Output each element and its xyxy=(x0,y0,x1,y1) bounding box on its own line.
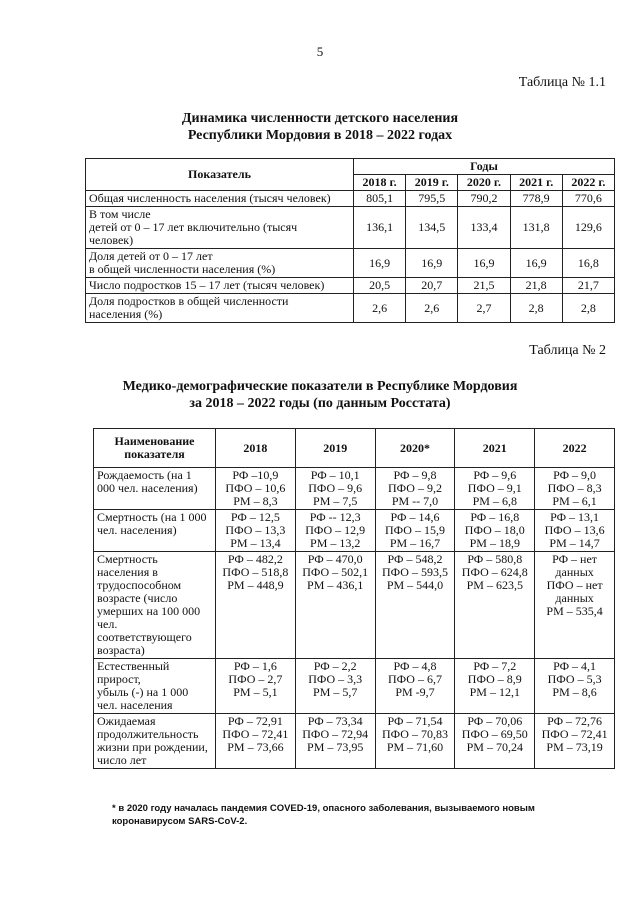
cell-line: РМ – 6,8 xyxy=(472,494,517,508)
cell-line: РФ –10,9 xyxy=(232,468,279,482)
table1-cell-value: 16,9 xyxy=(406,249,458,278)
cell-line: РФ – 70,06 xyxy=(467,714,523,728)
table-row xyxy=(94,468,615,510)
table1-cell-value: 134,5 xyxy=(406,207,458,249)
cell-line: РМ – 436,1 xyxy=(307,578,364,592)
label-line: чел. населения xyxy=(97,698,173,712)
table-row xyxy=(94,659,615,714)
table1-row-label xyxy=(86,249,354,278)
cell-line: РМ – 6,1 xyxy=(552,494,597,508)
cell-line: ПФО – 13,3 xyxy=(225,523,286,537)
table1 xyxy=(85,158,615,323)
label-line: Доля подростков в общей численности xyxy=(89,294,289,308)
cell-line: ПФО – 72,94 xyxy=(302,727,369,741)
cell-line: РМ – 5,1 xyxy=(233,685,278,699)
table1-cell-value: 21,8 xyxy=(510,278,562,294)
label-line: чел. xyxy=(97,617,118,631)
cell-line: РФ – 71,54 xyxy=(387,714,443,728)
table1-cell-value: 16,9 xyxy=(354,249,406,278)
table1-cell-value: 20,7 xyxy=(406,278,458,294)
table2-label: Таблица № 2 xyxy=(529,343,606,358)
cell-line: РФ – 470,0 xyxy=(307,552,363,566)
cell-line: РФ – 73,34 xyxy=(307,714,363,728)
table1-cell-value: 21,7 xyxy=(562,278,614,294)
cell-line: РФ – 548,2 xyxy=(387,552,443,566)
table1-cell-value: 2,6 xyxy=(354,294,406,323)
label-line: прирост, xyxy=(97,672,141,686)
table2-cell xyxy=(535,659,615,714)
table2-cell xyxy=(295,714,375,769)
cell-line: ПФО – 72,41 xyxy=(222,727,289,741)
table2-cell xyxy=(455,510,535,552)
cell-line: ПФО – 72,41 xyxy=(541,727,608,741)
cell-line: РМ – 448,9 xyxy=(227,578,284,592)
cell-line: ПФО – 5,3 xyxy=(547,672,602,686)
table1-cell-value: 770,6 xyxy=(562,191,614,207)
label-line: Общая численность населения (тысяч человек) xyxy=(89,191,331,205)
cell-line: данных xyxy=(555,591,594,605)
table1-row-label xyxy=(86,278,354,294)
cell-line: ПФО – 6,7 xyxy=(388,672,442,686)
table-row xyxy=(86,191,615,207)
table1-cell-value: 21,5 xyxy=(458,278,510,294)
table2-cell xyxy=(535,510,615,552)
cell-line: РМ – 73,66 xyxy=(227,740,284,754)
table2-year-col: 2018 xyxy=(216,429,296,468)
cell-line: РФ – нет xyxy=(552,552,598,566)
label-line: соответствующего xyxy=(97,630,192,644)
cell-line: РМ – 16,7 xyxy=(389,536,441,550)
label-line: Смертность (на 1 000 xyxy=(97,510,207,524)
cell-line: РФ – 13,1 xyxy=(550,510,600,524)
cell-line: ПФО – 624,8 xyxy=(461,565,528,579)
table2-cell xyxy=(535,552,615,659)
table2-year-col: 2021 xyxy=(455,429,535,468)
cell-line: РФ – 14,6 xyxy=(390,510,440,524)
table2-title-line1: Медико-демографические показатели в Республике Мордовия xyxy=(122,379,518,394)
table2-cell xyxy=(295,468,375,510)
cell-line: ПФО – 12,9 xyxy=(305,523,366,537)
table2-title-line2: за 2018 – 2022 годы (по данным Росстата) xyxy=(189,396,451,411)
table-row xyxy=(94,552,615,659)
table1-year-col: 2020 г. xyxy=(458,175,510,191)
table1-cell-value: 16,8 xyxy=(562,249,614,278)
label-line: Ожидаемая xyxy=(97,714,156,728)
table1-cell-value: 2,7 xyxy=(458,294,510,323)
table2-cell xyxy=(295,510,375,552)
cell-line: ПФО – 10,6 xyxy=(225,481,286,495)
label-line: Естественный xyxy=(97,659,170,673)
table1-title-line2: Республики Мордовия в 2018 – 2022 годах xyxy=(187,128,453,143)
table2-cell xyxy=(535,714,615,769)
table2-cell xyxy=(455,659,535,714)
table2-header-name-line2: показателя xyxy=(124,447,185,461)
table2-cell xyxy=(375,659,455,714)
footnote xyxy=(112,802,612,828)
table1-cell-value: 805,1 xyxy=(354,191,406,207)
cell-line: РФ – 72,91 xyxy=(227,714,283,728)
cell-line: РФ – 72,76 xyxy=(547,714,603,728)
table2-cell xyxy=(455,552,535,659)
table2-cell xyxy=(535,468,615,510)
table1-cell-value: 16,9 xyxy=(510,249,562,278)
table1-header-years: Годы xyxy=(354,159,615,175)
page-number: 5 xyxy=(316,44,324,59)
table2-row-label xyxy=(94,552,216,659)
table1-row-label xyxy=(86,207,354,249)
label-line: убыль (-) на 1 000 xyxy=(97,685,189,699)
cell-line: данных xyxy=(555,565,594,579)
label-line: жизни при рождении, xyxy=(97,740,208,754)
cell-line: РФ – 9,0 xyxy=(553,468,597,482)
cell-line: РМ – 71,60 xyxy=(386,740,444,754)
table1-cell-value: 16,9 xyxy=(458,249,510,278)
table2-cell xyxy=(295,659,375,714)
cell-line: РМ – 535,4 xyxy=(546,604,603,618)
cell-line: ПФО – 69,50 xyxy=(461,727,528,741)
table2-cell xyxy=(375,552,455,659)
table-row xyxy=(94,510,615,552)
table-row xyxy=(86,294,615,323)
cell-line: ПФО – 13,6 xyxy=(544,523,605,537)
table2-body xyxy=(94,468,615,769)
table1-row-label xyxy=(86,191,354,207)
cell-line: РФ – 9,6 xyxy=(473,468,517,482)
cell-line: РМ – 14,7 xyxy=(549,536,600,550)
cell-line: РФ – 580,8 xyxy=(467,552,523,566)
cell-line: РФ – 482,2 xyxy=(227,552,283,566)
cell-line: РМ – 12,1 xyxy=(469,685,520,699)
label-line: умерших на 100 000 xyxy=(97,604,201,618)
cell-line: РМ – 623,5 xyxy=(466,578,523,592)
table1-cell-value: 131,8 xyxy=(510,207,562,249)
cell-line: РМ – 544,0 xyxy=(386,578,444,592)
cell-line: ПФО – 70,83 xyxy=(382,727,448,741)
table2-cell xyxy=(375,468,455,510)
footnote-line2: коронавирусом SARS-CoV-2. xyxy=(112,816,248,827)
table2-year-col: 2022 xyxy=(535,429,615,468)
footnote-line1: * в 2020 году началась пандемия COVED-19, опасного заболевания, вызываемого новым xyxy=(112,803,535,814)
table-row xyxy=(86,249,615,278)
cell-line: ПФО – 9,1 xyxy=(467,481,522,495)
table1-title xyxy=(0,110,640,144)
table2-cell xyxy=(216,714,296,769)
table2-year-col: 2020* xyxy=(375,429,455,468)
table1-body xyxy=(86,191,615,323)
cell-line: РМ – 73,19 xyxy=(546,740,603,754)
cell-line: РФ -- 12,3 xyxy=(309,510,361,524)
table1-cell-value: 136,1 xyxy=(354,207,406,249)
label-line: трудоспособном xyxy=(97,578,182,592)
table2-cell xyxy=(375,714,455,769)
cell-line: РМ – 73,95 xyxy=(307,740,364,754)
table1-cell-value: 133,4 xyxy=(458,207,510,249)
table2-row-label xyxy=(94,714,216,769)
label-line: чел. населения) xyxy=(97,523,177,537)
label-line: возрасте (число xyxy=(97,591,178,605)
cell-line: ПФО – 9,2 xyxy=(388,481,442,495)
cell-line: ПФО – 18,0 xyxy=(464,523,525,537)
cell-line: РФ – 12,5 xyxy=(230,510,280,524)
cell-line: РФ – 4,1 xyxy=(553,659,597,673)
table2-cell xyxy=(216,468,296,510)
table1-cell-value: 790,2 xyxy=(458,191,510,207)
cell-line: РМ – 13,2 xyxy=(310,536,361,550)
cell-line: РМ – 13,4 xyxy=(230,536,281,550)
cell-line: РМ – 5,7 xyxy=(313,685,358,699)
table2-cell xyxy=(216,510,296,552)
cell-line: РФ – 16,8 xyxy=(470,510,520,524)
cell-line: ПФО – 518,8 xyxy=(222,565,289,579)
cell-line: РФ – 4,8 xyxy=(393,659,437,673)
cell-line: ПФО – нет xyxy=(546,578,603,592)
label-line: возраста) xyxy=(97,643,145,657)
table2-header-name-line1: Наименование xyxy=(114,434,195,448)
cell-line: ПФО – 3,3 xyxy=(308,672,363,686)
table2-title xyxy=(0,378,640,412)
cell-line: РФ – 2,2 xyxy=(313,659,357,673)
table1-label: Таблица № 1.1 xyxy=(518,75,606,90)
table1-cell-value: 2,6 xyxy=(406,294,458,323)
cell-line: РМ – 18,9 xyxy=(469,536,520,550)
table2 xyxy=(93,428,615,769)
label-line: человек) xyxy=(89,233,134,247)
label-line: населения (%) xyxy=(89,307,163,321)
cell-line: ПФО – 502,1 xyxy=(302,565,369,579)
table1-year-col: 2021 г. xyxy=(510,175,562,191)
label-line: Рождаемость (на 1 xyxy=(97,468,192,482)
table2-year-col: 2019 xyxy=(295,429,375,468)
cell-line: РМ -9,7 xyxy=(395,685,435,699)
cell-line: РФ – 1,6 xyxy=(233,659,277,673)
table2-cell xyxy=(455,714,535,769)
cell-line: ПФО – 8,3 xyxy=(547,481,602,495)
table2-cell xyxy=(216,659,296,714)
table1-year-col: 2018 г. xyxy=(354,175,406,191)
cell-line: РФ – 9,8 xyxy=(393,468,437,482)
table1-title-line1: Динамика численности детского населения xyxy=(181,111,459,126)
table1-cell-value: 795,5 xyxy=(406,191,458,207)
table-row xyxy=(86,278,615,294)
table1-cell-value: 2,8 xyxy=(510,294,562,323)
cell-line: РМ -- 7,0 xyxy=(391,494,439,508)
label-line: детей от 0 – 17 лет включительно (тысяч xyxy=(89,220,298,234)
table-row xyxy=(86,207,615,249)
label-line: 000 чел. населения) xyxy=(97,481,198,495)
table2-cell xyxy=(295,552,375,659)
table2-cell xyxy=(216,552,296,659)
table1-cell-value: 778,9 xyxy=(510,191,562,207)
cell-line: ПФО – 8,9 xyxy=(467,672,522,686)
table2-row-label xyxy=(94,510,216,552)
table1-year-col: 2019 г. xyxy=(406,175,458,191)
label-line: Число подростков 15 – 17 лет (тысяч человек) xyxy=(89,278,325,292)
table2-header-name xyxy=(94,429,216,468)
cell-line: ПФО – 593,5 xyxy=(382,565,448,579)
table2-cell xyxy=(455,468,535,510)
cell-line: РМ – 70,24 xyxy=(466,740,523,754)
table2-cell xyxy=(375,510,455,552)
cell-line: ПФО – 2,7 xyxy=(228,672,283,686)
table1-header-indicator: Показатель xyxy=(86,159,354,191)
table1-year-col: 2022 г. xyxy=(562,175,614,191)
label-line: Смертность xyxy=(97,552,158,566)
cell-line: РФ – 7,2 xyxy=(473,659,517,673)
label-line: продолжительность xyxy=(97,727,199,741)
cell-line: ПФО – 9,6 xyxy=(308,481,363,495)
table1-cell-value: 129,6 xyxy=(562,207,614,249)
label-line: число лет xyxy=(97,753,147,767)
table1-cell-value: 2,8 xyxy=(562,294,614,323)
label-line: В том числе xyxy=(89,207,151,221)
table1-row-label xyxy=(86,294,354,323)
cell-line: РМ – 8,3 xyxy=(233,494,278,508)
table2-row-label xyxy=(94,659,216,714)
table1-cell-value: 20,5 xyxy=(354,278,406,294)
cell-line: РМ – 7,5 xyxy=(313,494,358,508)
label-line: населения в xyxy=(97,565,158,579)
table2-row-label xyxy=(94,468,216,510)
label-line: Доля детей от 0 – 17 лет xyxy=(89,249,213,263)
label-line: в общей численности населения (%) xyxy=(89,262,276,276)
cell-line: РМ – 8,6 xyxy=(552,685,597,699)
cell-line: ПФО – 15,9 xyxy=(385,523,445,537)
table-row xyxy=(94,714,615,769)
cell-line: РФ – 10,1 xyxy=(310,468,360,482)
